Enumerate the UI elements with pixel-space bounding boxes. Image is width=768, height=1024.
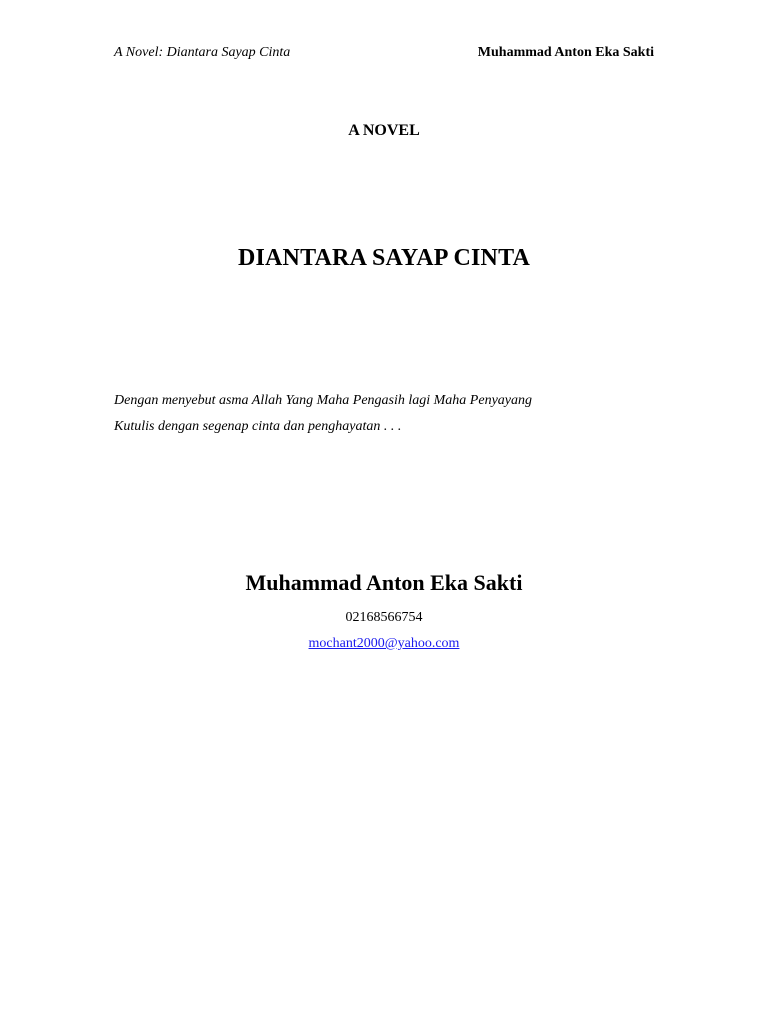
phone-number: 02168566754: [345, 610, 423, 625]
novel-label: A NOVEL: [348, 122, 420, 139]
dedication: [114, 388, 532, 440]
running-header-title: A Novel: Diantara Sayap Cinta: [114, 45, 291, 60]
author-name: Muhammad Anton Eka Sakti: [245, 570, 523, 595]
dedication-line: Dengan menyebut asma Allah Yang Maha Pengasih lagi Maha Penyayang: [114, 393, 533, 408]
email-container: [0, 635, 768, 653]
email-link[interactable]: mochant2000@yahoo.com: [308, 636, 460, 651]
dedication-line: Kutulis dengan segenap cinta dan penghayatan . . .: [114, 419, 402, 434]
running-header-author: Muhammad Anton Eka Sakti: [477, 45, 654, 60]
book-title: DIANTARA SAYAP CINTA: [237, 245, 531, 271]
